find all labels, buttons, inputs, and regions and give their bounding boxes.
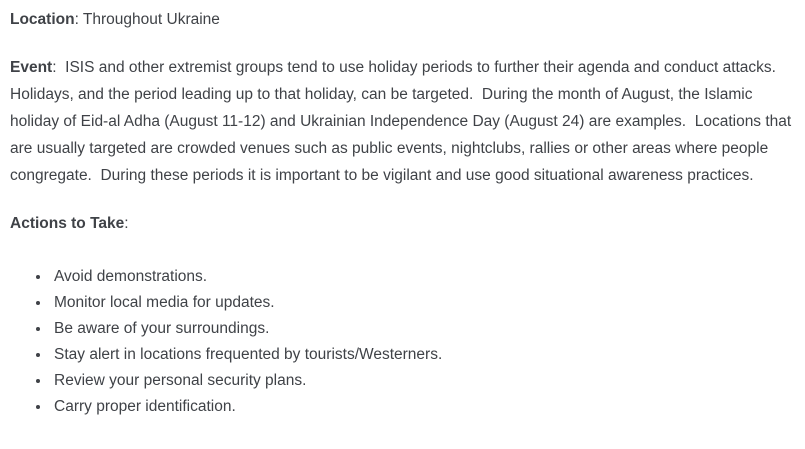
event-paragraph: [10, 54, 796, 189]
action-item: • Stay alert in locations frequented by tourists/Westerners.: [51, 342, 793, 368]
location-line: [10, 6, 792, 33]
event-text: : ISIS and other extremist groups tend to use holiday periods to further their agenda and conduct attacks. Holidays, and the period leading up to that holiday, can be targeted. During the month of August, the Islamic holiday of Eid-al Adha (August 11-12) and Ukrainian Independence Day (August 24) are examples. Locations that are usually targeted are crowded venues such as public events, nightclubs, rallies or other areas where people congregate. During these periods it is important to be vigilant and use good situational awareness practices.: [10, 59, 796, 184]
action-item: • Avoid demonstrations.: [51, 264, 793, 290]
action-item: • Be aware of your surroundings.: [51, 316, 793, 342]
location-label: Location: [10, 11, 75, 28]
action-item: • Review your personal security plans.: [51, 368, 793, 394]
action-item: • Carry proper identification.: [51, 394, 793, 420]
event-label: Event: [10, 59, 53, 76]
actions-list: [10, 248, 793, 420]
location-value: : Throughout Ukraine: [74, 11, 220, 28]
actions-heading: [10, 210, 792, 237]
action-item: • Monitor local media for updates.: [51, 290, 793, 316]
actions-heading-colon: :: [124, 215, 129, 232]
actions-heading-label: Actions to Take: [10, 215, 125, 232]
